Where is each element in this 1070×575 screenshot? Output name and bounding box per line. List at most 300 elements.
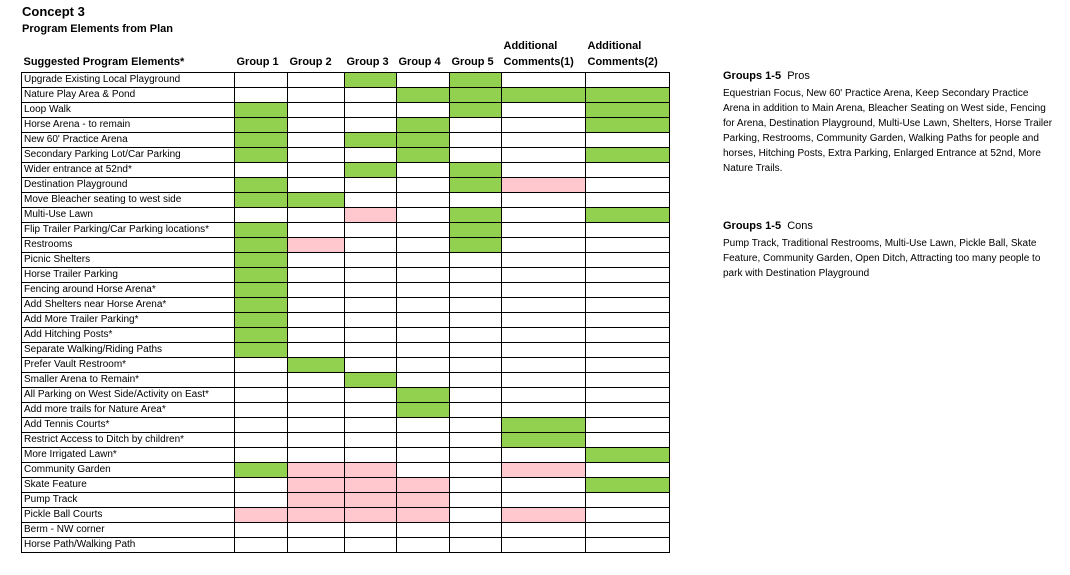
table-row [22,403,670,418]
cell-additional-comments-2 [586,448,670,463]
cell-additional-comments-1 [502,283,586,298]
header-group-4: Group 4 [398,56,441,68]
cell-group-4 [397,478,450,493]
cell-additional-comments-1 [502,103,586,118]
cell-group-1 [235,358,288,373]
cell-additional-comments-1 [502,178,586,193]
table-body [22,73,670,553]
cell-group-3 [345,463,397,478]
table-row [22,328,670,343]
cell-group-4 [397,388,450,403]
table-row [22,508,670,523]
cell-additional-comments-2 [586,268,670,283]
row-label: Horse Trailer Parking [22,268,235,283]
cell-group-1 [235,178,288,193]
cell-additional-comments-1 [502,253,586,268]
cell-additional-comments-1 [502,538,586,553]
cell-additional-comments-1 [502,508,586,523]
cell-group-5 [450,148,502,163]
cell-group-1 [235,133,288,148]
cell-group-1 [235,463,288,478]
cell-additional-comments-1 [502,433,586,448]
cell-additional-comments-2 [586,133,670,148]
cell-additional-comments-2 [586,73,670,88]
cell-additional-comments-2 [586,493,670,508]
table-row [22,418,670,433]
cell-group-2 [288,88,345,103]
header-group-1: Group 1 [236,56,279,68]
cell-group-3 [345,223,397,238]
table-row [22,283,670,298]
cell-additional-comments-2 [586,238,670,253]
cell-additional-comments-2 [586,478,670,493]
cell-group-1 [235,373,288,388]
table-row [22,118,670,133]
header-additional-comments-2: Additional Comments(2) [587,40,658,68]
cell-additional-comments-1 [502,223,586,238]
row-label: Flip Trailer Parking/Car Parking locations* [22,223,235,238]
cell-group-2 [288,403,345,418]
cell-additional-comments-1 [502,478,586,493]
cell-group-2 [288,223,345,238]
cell-group-5 [450,73,502,88]
cell-group-2 [288,508,345,523]
page-title: Concept 3 [22,4,85,19]
cell-group-4 [397,463,450,478]
cell-group-2 [288,193,345,208]
cell-group-5 [450,238,502,253]
row-label: Restrooms [22,238,235,253]
cell-additional-comments-2 [586,373,670,388]
page-subtitle: Program Elements from Plan [22,23,173,35]
cell-group-5 [450,88,502,103]
cell-group-1 [235,223,288,238]
table-row [22,358,670,373]
table-row [22,313,670,328]
cell-additional-comments-1 [502,238,586,253]
cell-additional-comments-2 [586,148,670,163]
cell-group-2 [288,253,345,268]
cell-group-1 [235,448,288,463]
cell-group-2 [288,268,345,283]
cell-group-4 [397,88,450,103]
cell-additional-comments-2 [586,538,670,553]
row-label: Smaller Arena to Remain* [22,373,235,388]
cell-group-5 [450,253,502,268]
table-row [22,103,670,118]
cell-group-5 [450,283,502,298]
cell-group-2 [288,523,345,538]
cell-additional-comments-2 [586,328,670,343]
cell-group-1 [235,148,288,163]
cell-group-5 [450,313,502,328]
cell-additional-comments-2 [586,388,670,403]
row-label: More Irrigated Lawn* [22,448,235,463]
row-label: Community Garden [22,463,235,478]
row-label: Add more trails for Nature Area* [22,403,235,418]
cell-additional-comments-1 [502,268,586,283]
table-row [22,238,670,253]
table-row [22,463,670,478]
cell-group-3 [345,523,397,538]
cell-group-2 [288,298,345,313]
cell-group-2 [288,388,345,403]
table-row [22,478,670,493]
cell-additional-comments-2 [586,103,670,118]
cell-group-1 [235,253,288,268]
cell-group-5 [450,433,502,448]
cell-group-5 [450,463,502,478]
cell-additional-comments-1 [502,298,586,313]
cell-group-4 [397,493,450,508]
cell-group-4 [397,373,450,388]
cell-additional-comments-2 [586,463,670,478]
table-row [22,538,670,553]
cell-group-1 [235,313,288,328]
cell-additional-comments-1 [502,418,586,433]
cell-additional-comments-1 [502,148,586,163]
cell-group-4 [397,358,450,373]
cell-group-5 [450,163,502,178]
cell-group-3 [345,268,397,283]
cell-group-2 [288,538,345,553]
header-group-5: Group 5 [451,56,494,68]
cell-group-3 [345,433,397,448]
cell-group-3 [345,163,397,178]
cell-group-3 [345,208,397,223]
cell-group-4 [397,238,450,253]
cell-group-4 [397,508,450,523]
cell-group-4 [397,118,450,133]
row-label: Skate Feature [22,478,235,493]
row-label: Horse Arena - to remain [22,118,235,133]
cell-group-3 [345,343,397,358]
cell-group-1 [235,523,288,538]
cell-group-5 [450,478,502,493]
cell-group-3 [345,133,397,148]
cell-additional-comments-2 [586,208,670,223]
table-row [22,163,670,178]
cell-group-5 [450,208,502,223]
cell-group-3 [345,418,397,433]
row-label: Loop Walk [22,103,235,118]
cell-group-3 [345,493,397,508]
cell-group-4 [397,268,450,283]
cell-group-1 [235,433,288,448]
cell-group-4 [397,178,450,193]
row-label: Add More Trailer Parking* [22,313,235,328]
cell-group-5 [450,118,502,133]
table-row [22,208,670,223]
pros-heading-groups: Groups 1-5 [723,70,782,82]
cell-group-1 [235,73,288,88]
cell-group-1 [235,238,288,253]
cell-group-2 [288,178,345,193]
cell-group-4 [397,163,450,178]
table-row [22,268,670,283]
row-label: All Parking on West Side/Activity on East* [22,388,235,403]
pros-section [723,69,1053,176]
cell-group-3 [345,373,397,388]
cell-group-1 [235,508,288,523]
pros-heading [723,69,1053,84]
row-label: Add Tennis Courts* [22,418,235,433]
cell-group-1 [235,88,288,103]
table-row [22,88,670,103]
row-label: Pickle Ball Courts [22,508,235,523]
cell-group-1 [235,478,288,493]
table-row [22,343,670,358]
cons-heading [723,219,1053,234]
cell-group-3 [345,88,397,103]
row-label: Add Shelters near Horse Arena* [22,298,235,313]
cell-group-5 [450,358,502,373]
cell-group-1 [235,103,288,118]
table-row [22,73,670,88]
cell-group-3 [345,358,397,373]
table-row [22,133,670,148]
cell-additional-comments-2 [586,253,670,268]
row-label: Restrict Access to Ditch by children* [22,433,235,448]
cell-group-3 [345,103,397,118]
cell-group-2 [288,103,345,118]
cell-group-5 [450,268,502,283]
cell-group-4 [397,298,450,313]
cell-group-2 [288,73,345,88]
pros-heading-tag: Pros [787,70,810,82]
row-label: Separate Walking/Riding Paths [22,343,235,358]
table-row [22,388,670,403]
cell-group-3 [345,403,397,418]
row-label: Nature Play Area & Pond [22,88,235,103]
program-elements-table [21,38,670,553]
row-label: New 60' Practice Arena [22,133,235,148]
cell-group-3 [345,448,397,463]
table-row [22,298,670,313]
cell-group-5 [450,298,502,313]
row-label: Wider entrance at 52nd* [22,163,235,178]
pros-text: Equestrian Focus, New 60' Practice Arena, Keep Secondary Practice Arena in addition to Main Arena, Bleacher Seating on West side, Fencing for Arena, Destination Playground, Multi-Use Lawn, Shelters, Horse Trailer Parking, Restrooms, Community Garden, Walking Paths for people and horses, Hitching Posts, Extra Parking, Enlarged Entrance at 52nd, More Nature Trails. [723,88,1053,174]
cell-group-2 [288,343,345,358]
cell-group-4 [397,328,450,343]
cell-group-2 [288,418,345,433]
cell-additional-comments-2 [586,313,670,328]
cell-additional-comments-2 [586,118,670,133]
cell-additional-comments-2 [586,193,670,208]
cell-additional-comments-1 [502,163,586,178]
cell-group-4 [397,418,450,433]
cell-group-2 [288,283,345,298]
cell-additional-comments-2 [586,223,670,238]
cell-additional-comments-1 [502,523,586,538]
cons-heading-tag: Cons [787,220,813,232]
cell-group-1 [235,208,288,223]
cell-group-3 [345,238,397,253]
cell-group-4 [397,433,450,448]
cell-group-3 [345,328,397,343]
cell-group-5 [450,343,502,358]
cell-additional-comments-2 [586,298,670,313]
cell-group-3 [345,538,397,553]
cell-additional-comments-1 [502,493,586,508]
cell-group-2 [288,148,345,163]
row-label: Pump Track [22,493,235,508]
cell-additional-comments-2 [586,88,670,103]
cell-group-1 [235,493,288,508]
cell-group-2 [288,433,345,448]
cons-text: Pump Track, Traditional Restrooms, Multi-Use Lawn, Pickle Ball, Skate Feature, Community Garden, Open Ditch, Attracting too many people to park with Destination Playground [723,238,1041,279]
cons-heading-groups: Groups 1-5 [723,220,782,232]
cell-group-5 [450,223,502,238]
cell-additional-comments-1 [502,403,586,418]
cell-group-4 [397,148,450,163]
cell-group-2 [288,163,345,178]
cell-group-2 [288,448,345,463]
cell-group-1 [235,298,288,313]
cell-group-5 [450,328,502,343]
cell-group-5 [450,448,502,463]
cell-additional-comments-1 [502,193,586,208]
cell-group-5 [450,178,502,193]
cell-group-5 [450,133,502,148]
cell-group-5 [450,538,502,553]
header-group-3: Group 3 [346,56,389,68]
cell-group-4 [397,193,450,208]
header-program-elements: Suggested Program Elements* [23,56,185,68]
table-row [22,223,670,238]
table-row [22,253,670,268]
cell-additional-comments-2 [586,418,670,433]
cell-additional-comments-2 [586,343,670,358]
cell-group-1 [235,418,288,433]
table-row [22,523,670,538]
row-label: Upgrade Existing Local Playground [22,73,235,88]
cell-group-2 [288,238,345,253]
cell-group-3 [345,148,397,163]
cell-group-1 [235,538,288,553]
cell-group-3 [345,283,397,298]
cell-additional-comments-2 [586,433,670,448]
cell-group-4 [397,313,450,328]
cell-additional-comments-1 [502,133,586,148]
cell-group-2 [288,493,345,508]
cell-additional-comments-1 [502,313,586,328]
cell-group-2 [288,313,345,328]
cell-group-2 [288,463,345,478]
cell-additional-comments-2 [586,403,670,418]
cell-group-3 [345,478,397,493]
cell-group-5 [450,508,502,523]
cell-additional-comments-2 [586,163,670,178]
cell-additional-comments-2 [586,523,670,538]
row-label: Destination Playground [22,178,235,193]
cell-group-4 [397,253,450,268]
cell-group-1 [235,268,288,283]
header-group-2: Group 2 [289,56,332,68]
row-label: Secondary Parking Lot/Car Parking [22,148,235,163]
cell-group-4 [397,283,450,298]
row-label: Picnic Shelters [22,253,235,268]
cell-additional-comments-1 [502,73,586,88]
cell-group-3 [345,253,397,268]
cell-additional-comments-1 [502,208,586,223]
cell-group-1 [235,283,288,298]
cell-group-1 [235,193,288,208]
cell-group-3 [345,118,397,133]
cell-additional-comments-2 [586,178,670,193]
cell-group-4 [397,403,450,418]
cell-group-5 [450,373,502,388]
cell-group-2 [288,133,345,148]
cell-group-1 [235,163,288,178]
cell-group-3 [345,508,397,523]
cell-additional-comments-1 [502,328,586,343]
cell-group-4 [397,133,450,148]
cell-group-4 [397,208,450,223]
cell-additional-comments-2 [586,508,670,523]
cell-group-1 [235,388,288,403]
cell-additional-comments-2 [586,283,670,298]
cell-group-4 [397,223,450,238]
cell-additional-comments-1 [502,388,586,403]
cell-group-2 [288,478,345,493]
table-header-row [22,38,670,73]
cell-group-4 [397,448,450,463]
cell-group-1 [235,118,288,133]
cell-group-4 [397,103,450,118]
cell-group-5 [450,193,502,208]
row-label: Multi-Use Lawn [22,208,235,223]
row-label: Horse Path/Walking Path [22,538,235,553]
cell-group-5 [450,388,502,403]
cell-additional-comments-1 [502,88,586,103]
cell-group-3 [345,388,397,403]
table-row [22,448,670,463]
cell-group-5 [450,103,502,118]
cell-additional-comments-1 [502,343,586,358]
table-row [22,373,670,388]
header-additional-comments-1: Additional Comments(1) [503,40,574,68]
cell-group-5 [450,493,502,508]
row-label: Prefer Vault Restroom* [22,358,235,373]
cell-group-3 [345,313,397,328]
cell-additional-comments-1 [502,118,586,133]
cell-additional-comments-1 [502,448,586,463]
cell-group-3 [345,298,397,313]
cell-additional-comments-1 [502,358,586,373]
cell-additional-comments-1 [502,373,586,388]
cell-group-3 [345,73,397,88]
cell-group-4 [397,523,450,538]
cons-section [723,219,1053,281]
row-label: Add Hitching Posts* [22,328,235,343]
cell-group-2 [288,328,345,343]
row-label: Move Bleacher seating to west side [22,193,235,208]
cell-group-1 [235,403,288,418]
cell-group-4 [397,538,450,553]
row-label: Berm - NW corner [22,523,235,538]
table-row [22,178,670,193]
cell-group-5 [450,418,502,433]
table-row [22,193,670,208]
cell-group-2 [288,373,345,388]
cell-group-1 [235,343,288,358]
table-row [22,493,670,508]
cell-group-4 [397,343,450,358]
cell-group-5 [450,403,502,418]
table-row [22,433,670,448]
cell-additional-comments-1 [502,463,586,478]
